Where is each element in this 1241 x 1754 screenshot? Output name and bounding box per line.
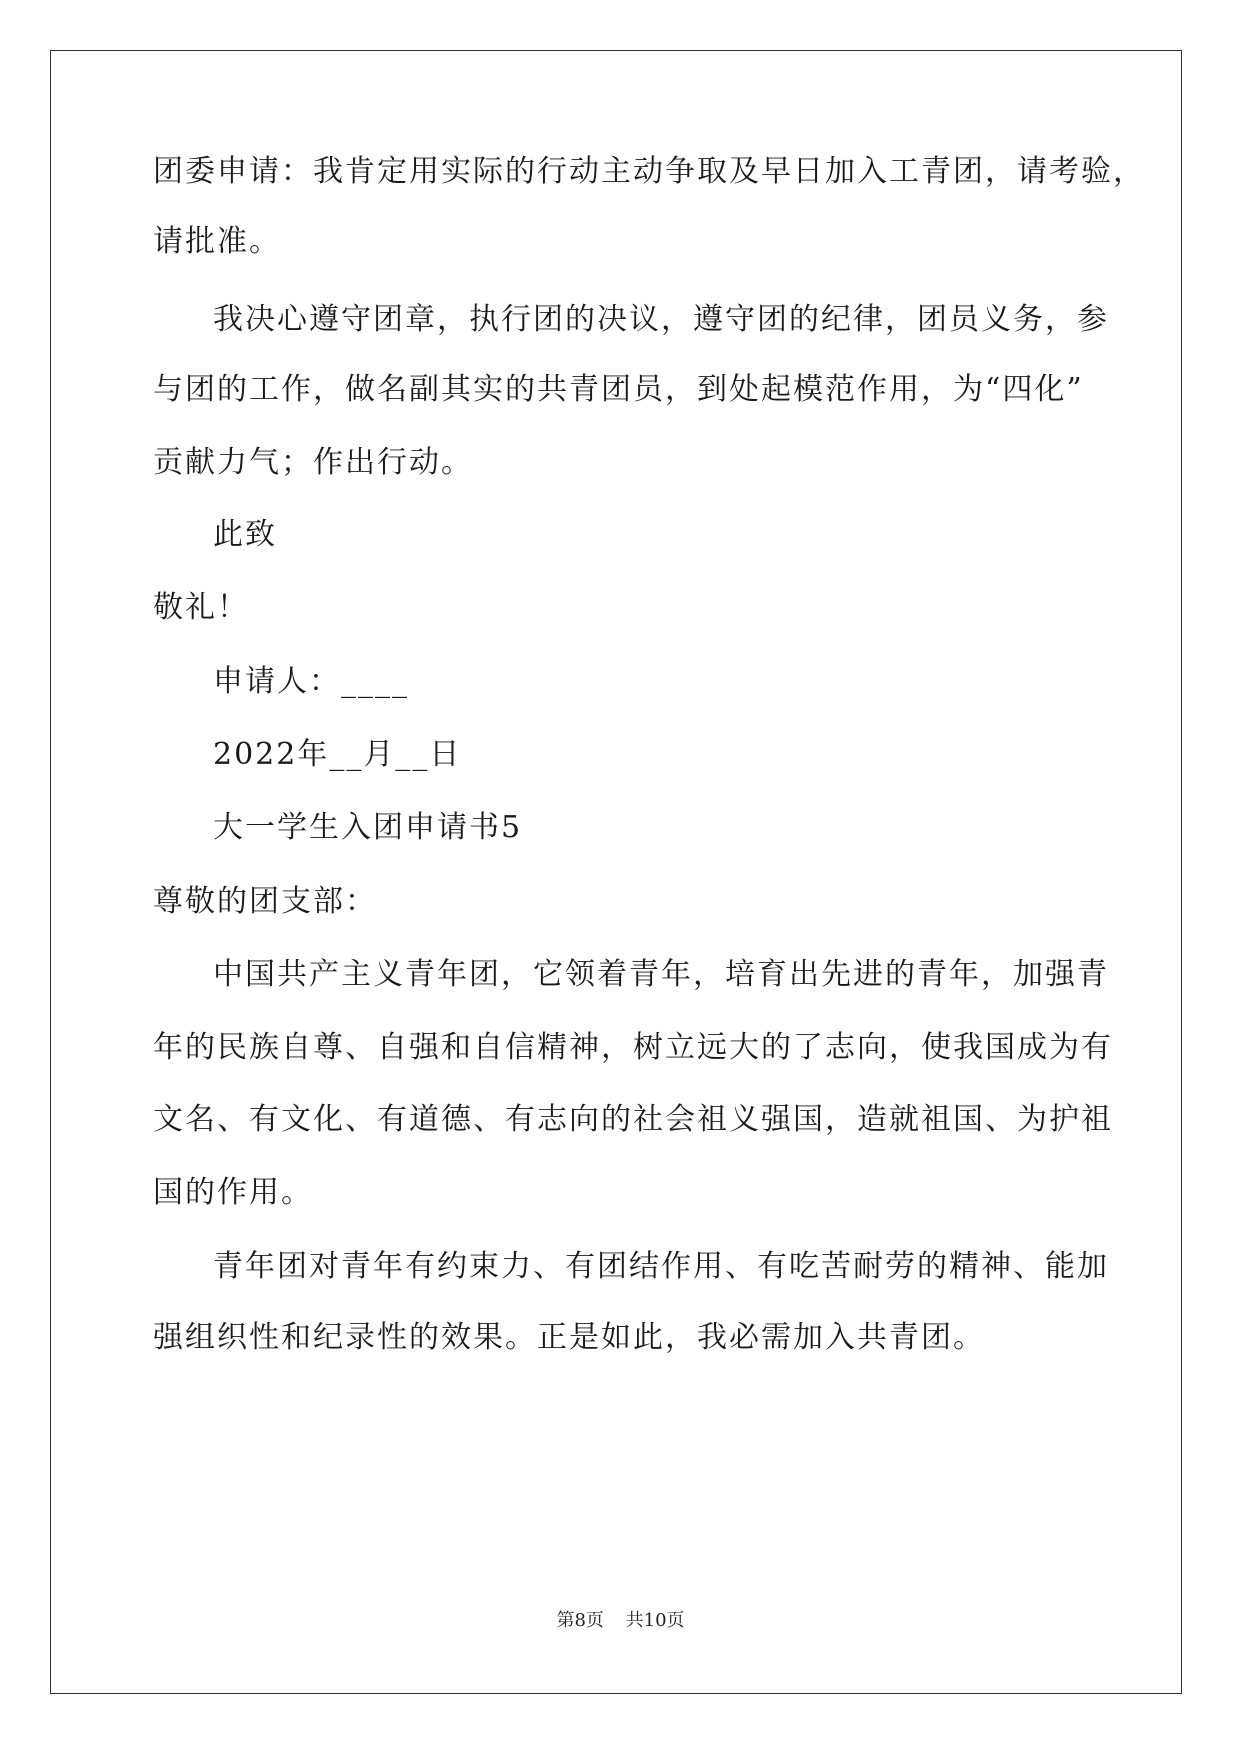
page-border: [50, 50, 1182, 1694]
text-line: 文名、有文化、有道德、有志向的社会祖义强国，造就祖国、为护祖: [153, 1102, 1113, 1137]
text-line: 与团的工作，做名副其实的共青团员，到处起模范作用，为“四化”: [153, 372, 1084, 407]
text-line: 请批准。: [153, 224, 281, 259]
text-line: 团委申请：我肯定用实际的行动主动争取及早日加入工青团，请考验，: [153, 154, 1145, 189]
applicant-line: 申请人：____: [213, 664, 409, 699]
text-line: 我决心遵守团章，执行团的决议，遵守团的纪律，团员义务，参: [213, 302, 1109, 337]
page-total: 共10页: [625, 1610, 685, 1631]
text-line: 青年团对青年有约束力、有团结作用、有吃苦耐劳的精神、能加: [213, 1249, 1109, 1284]
closing-regards: 敬礼！: [153, 590, 249, 625]
closing-salutation: 此致: [213, 517, 277, 552]
date-line: 2022年__月__日: [213, 737, 462, 772]
page-number: 第8页: [556, 1610, 604, 1631]
text-line: 贡献力气；作出行动。: [153, 445, 473, 480]
page-footer: [0, 1609, 1241, 1633]
addressee: 尊敬的团支部：: [153, 884, 377, 919]
text-line: 强组织性和纪录性的效果。正是如此，我必需加入共青团。: [153, 1320, 985, 1355]
text-line: 年的民族自尊、自强和自信精神，树立远大的了志向，使我国成为有: [153, 1030, 1113, 1065]
section-heading: 大一学生入团申请书5: [213, 810, 523, 845]
text-line: 中国共产主义青年团，它领着青年，培育出先进的青年，加强青: [213, 957, 1109, 992]
text-line: 国的作用。: [153, 1175, 313, 1210]
